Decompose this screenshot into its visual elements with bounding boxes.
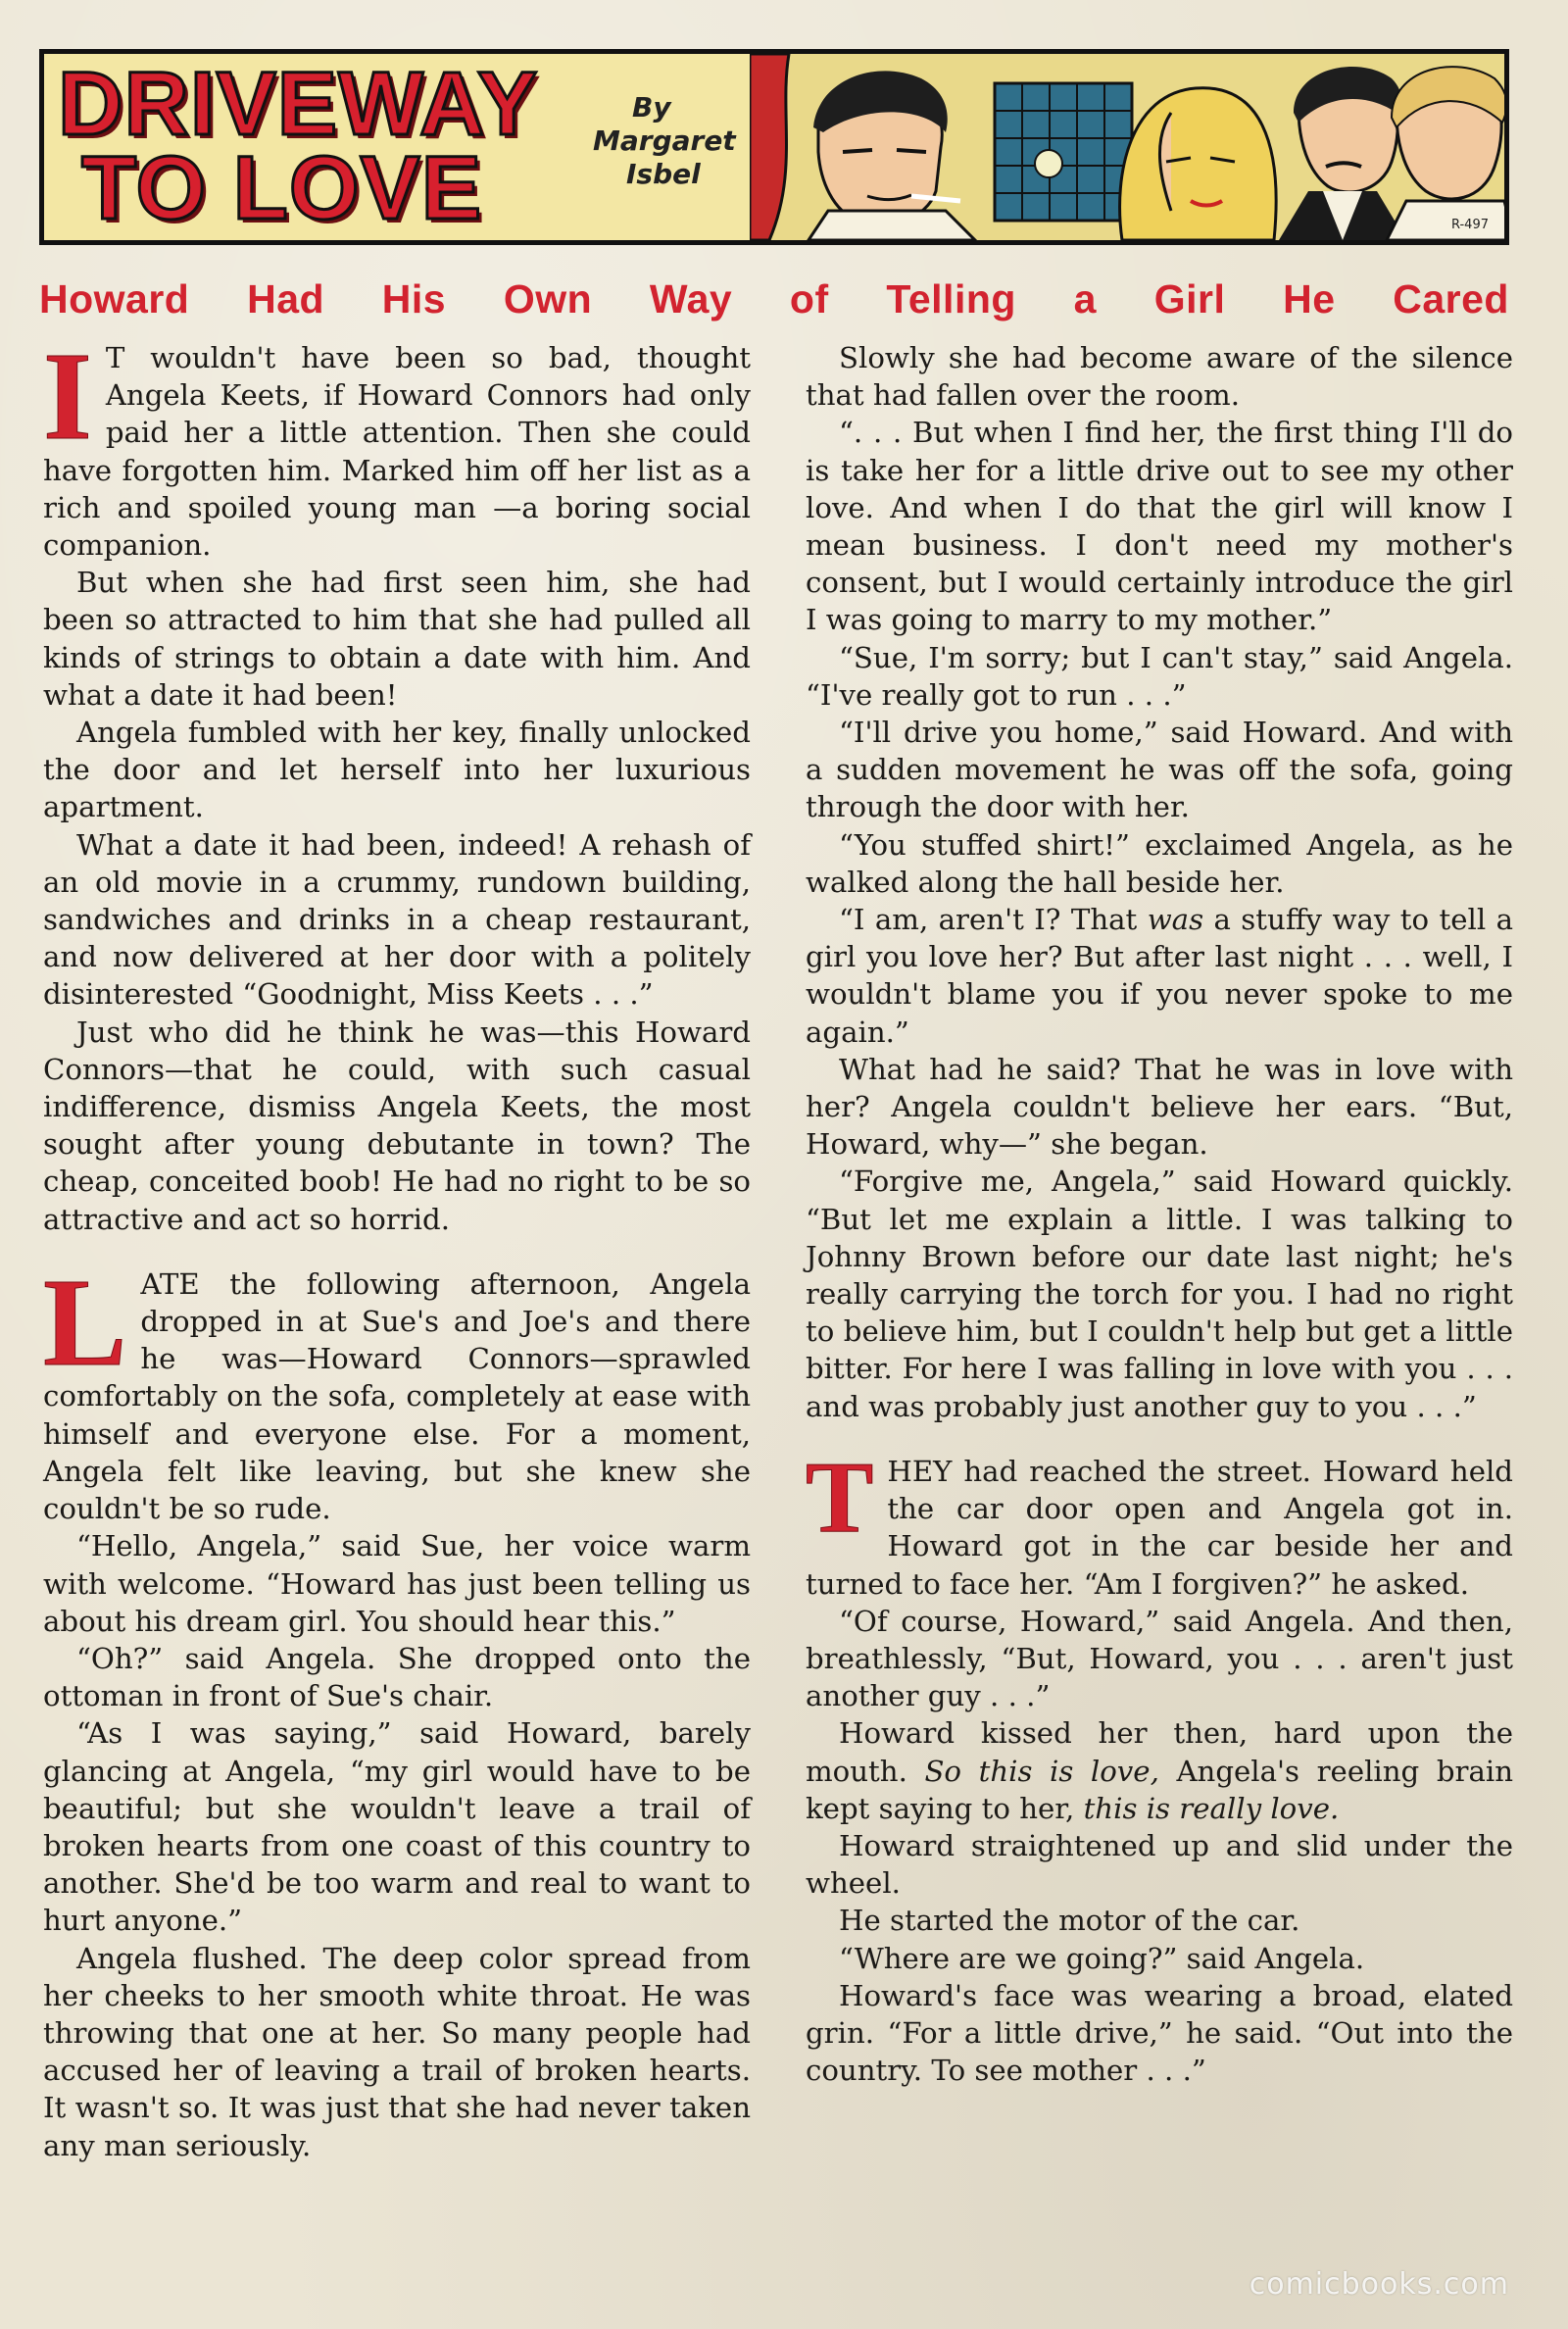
story-paragraph bbox=[806, 639, 1513, 714]
banner-illustration bbox=[750, 54, 1509, 240]
byline-by: By bbox=[632, 91, 671, 124]
story-paragraph bbox=[806, 1827, 1513, 1902]
drop-cap: T bbox=[806, 1440, 874, 1554]
paragraph-text: “You stuffed shirt!” exclaimed Angela, as he walked along the hall beside her. bbox=[806, 827, 1513, 899]
story-paragraph bbox=[43, 564, 751, 714]
headline-word: Howard bbox=[39, 276, 190, 322]
byline bbox=[593, 91, 736, 191]
headline-word: Girl bbox=[1153, 276, 1226, 322]
paragraph-text: “Sue, I'm sorry; but I can't stay,” said Angela. “I've really got to run . . .” bbox=[806, 640, 1513, 712]
paragraph-text: Slowly she had become aware of the silence that had fallen over the room. bbox=[806, 341, 1513, 413]
story-paragraph bbox=[43, 326, 751, 564]
paragraph-text: Howard kissed her then, hard upon the mouth. bbox=[806, 1716, 1513, 1788]
headline-word: Cared bbox=[1393, 276, 1509, 322]
drop-cap: I bbox=[43, 326, 92, 466]
right-text-column bbox=[806, 339, 1513, 2089]
paragraph-text: HEY had reached the street. Howard held the car door open and Angela got in. Howard got in the car beside her and turned to face her. “Am I forgiven?” he asked. bbox=[806, 1454, 1513, 1601]
story-paragraph bbox=[806, 414, 1513, 638]
story-paragraph bbox=[806, 339, 1513, 414]
story-paragraph bbox=[806, 1163, 1513, 1424]
story-paragraph bbox=[43, 1714, 751, 1939]
paragraph-text: “Where are we going?” said Angela. bbox=[839, 1941, 1365, 1975]
left-text-column bbox=[43, 326, 751, 2164]
story-paragraph bbox=[806, 1051, 1513, 1164]
headline-word: He bbox=[1283, 276, 1336, 322]
author-last-name: Isbel bbox=[626, 158, 701, 190]
paragraph-text: a stuffy way to tell a girl you love her? But after last night . . . well, I wouldn't blame you if you never spoke to me again.” bbox=[806, 903, 1513, 1049]
story-paragraph bbox=[43, 1252, 751, 1527]
site-watermark: comicbooks.com bbox=[1249, 2267, 1509, 2302]
headline-word: Own bbox=[503, 276, 593, 322]
paragraph-text: Howard straightened up and slid under the wheel. bbox=[806, 1828, 1513, 1901]
paragraph-text: “Oh?” said Angela. She dropped onto the ottoman in front of Sue's chair. bbox=[43, 1641, 751, 1713]
story-paragraph bbox=[806, 1977, 1513, 2090]
paragraph-text: ATE the following afternoon, Angela dropped in at Sue's and Joe's and there he was—Howard Connors—sprawled comfortably on the sofa, completely at ease with himself and everyone else. For a moment, Angela felt like leaving, but she knew she couldn't be so rude. bbox=[43, 1266, 751, 1526]
headline-word: of bbox=[789, 276, 829, 322]
story-paragraph bbox=[806, 1440, 1513, 1603]
paragraph-text: “. . . But when I find her, the first thing I'll do is take her for a little drive out to see my other love. And when I do that the girl will know I mean business. I don't need my mother's consent, but I would certainly introduce the girl I was going to marry to my mother.” bbox=[806, 416, 1513, 637]
couple-illustration bbox=[750, 54, 1509, 240]
story-paragraph bbox=[43, 1527, 751, 1640]
paragraph-text: What had he said? That he was in love with her? Angela couldn't believe her ears. “But, Howard, why—” she began. bbox=[806, 1052, 1513, 1162]
paragraph-text: “I'll drive you home,” said Howard. And with a sudden movement he was off the sofa, going through the door with her. bbox=[806, 716, 1513, 824]
story-paragraph bbox=[806, 901, 1513, 1051]
paragraph-text: “I am, aren't I? That bbox=[839, 903, 1148, 937]
paragraph-text: T wouldn't have been so bad, thought Angela Keets, if Howard Connors had only paid her a little attention. Then she could have forgotten him. Marked him off her list as a rich and spoiled young man —a boring social companion. bbox=[43, 341, 751, 563]
paragraph-text: But when she had first seen him, she had been so attracted to him that she had pulled all kinds of strings to obtain a date with him. And what a date it had been! bbox=[43, 566, 751, 712]
paragraph-text: “Forgive me, Angela,” said Howard quickly. “But let me explain a little. I was talking to Johnny Brown before our date last night; he's really carrying the torch for you. I had no right to believe him, but I couldn't help but get a little bitter. For here I was falling in love with you . . . and was probably just another guy to you . . .” bbox=[806, 1164, 1513, 1423]
paragraph-text: Howard's face was wearing a broad, elated grin. “For a little drive,” he said. “Out into the country. To see mother . . .” bbox=[806, 1978, 1513, 2088]
emphasis-text: this is really love. bbox=[1083, 1791, 1340, 1825]
art-code: R-497 bbox=[1450, 218, 1489, 232]
emphasis-text: So this is love, bbox=[924, 1754, 1159, 1788]
story-paragraph bbox=[43, 1014, 751, 1238]
paragraph-text: Angela flushed. The deep color spread from her cheeks to her smooth white throat. He was throwing that one at her. So many people had accused her of leaving a trail of broken hearts. It wasn't so. It was just that she had never taken any man seriously. bbox=[43, 1941, 751, 2162]
headline-word: Telling bbox=[886, 276, 1016, 322]
paragraph-text: Angela fumbled with her key, finally unlocked the door and let herself into her luxurious apartment. bbox=[43, 716, 751, 824]
headline-word: Had bbox=[247, 276, 325, 322]
paragraph-text: He started the motor of the car. bbox=[839, 1904, 1300, 1938]
title-line-2: TO LOVE bbox=[81, 138, 483, 238]
paragraph-text: “Hello, Angela,” said Sue, her voice warm with welcome. “Howard has just been telling us about his dream girl. You should hear this.” bbox=[43, 1529, 751, 1638]
story-title-banner bbox=[39, 49, 1509, 245]
paragraph-text: “Of course, Howard,” said Angela. And then, breathlessly, “But, Howard, you . . . aren't just another guy . . .” bbox=[806, 1604, 1513, 1713]
story-paragraph bbox=[43, 714, 751, 826]
story-paragraph bbox=[43, 1640, 751, 1714]
story-paragraph bbox=[806, 1902, 1513, 1939]
story-paragraph bbox=[806, 1940, 1513, 1977]
story-paragraph bbox=[43, 826, 751, 1014]
emphasis-text: was bbox=[1147, 903, 1204, 937]
drop-cap: L bbox=[43, 1252, 127, 1392]
author-first-name: Margaret bbox=[593, 124, 736, 157]
headline-word: His bbox=[381, 276, 447, 322]
story-paragraph bbox=[806, 826, 1513, 901]
story-headline bbox=[39, 276, 1509, 335]
headline-word: a bbox=[1073, 276, 1097, 322]
paragraph-text: What a date it had been, indeed! A rehash of an old movie in a crummy, rundown building, sandwiches and drinks in a cheap restaurant, and now delivered at her door with a politely disinterested “Goodnight, Miss Keets . . .” bbox=[43, 827, 751, 1012]
paragraph-text: “As I was saying,” said Howard, barely glancing at Angela, “my girl would have to be beautiful; but she wouldn't leave a trail of broken hearts from one coast of this country to another. She'd be too warm and real to want to hurt anyone.” bbox=[43, 1716, 751, 1938]
headline-word: Way bbox=[649, 276, 733, 322]
story-paragraph bbox=[806, 1603, 1513, 1715]
story-paragraph bbox=[806, 714, 1513, 826]
story-title bbox=[58, 54, 587, 238]
paragraph-text: Just who did he think he was—this Howard Connors—that he could, with such casual indifference, dismiss Angela Keets, the most sought after young debutante in town? The cheap, conceited boob! He had no right to be so attractive and act so horrid. bbox=[43, 1015, 751, 1236]
paragraph-text: Angela's reeling brain kept saying to her, bbox=[806, 1754, 1513, 1825]
story-paragraph bbox=[43, 1940, 751, 2164]
story-paragraph bbox=[806, 1714, 1513, 1827]
title-line-1: DRIVEWAY bbox=[58, 54, 539, 154]
